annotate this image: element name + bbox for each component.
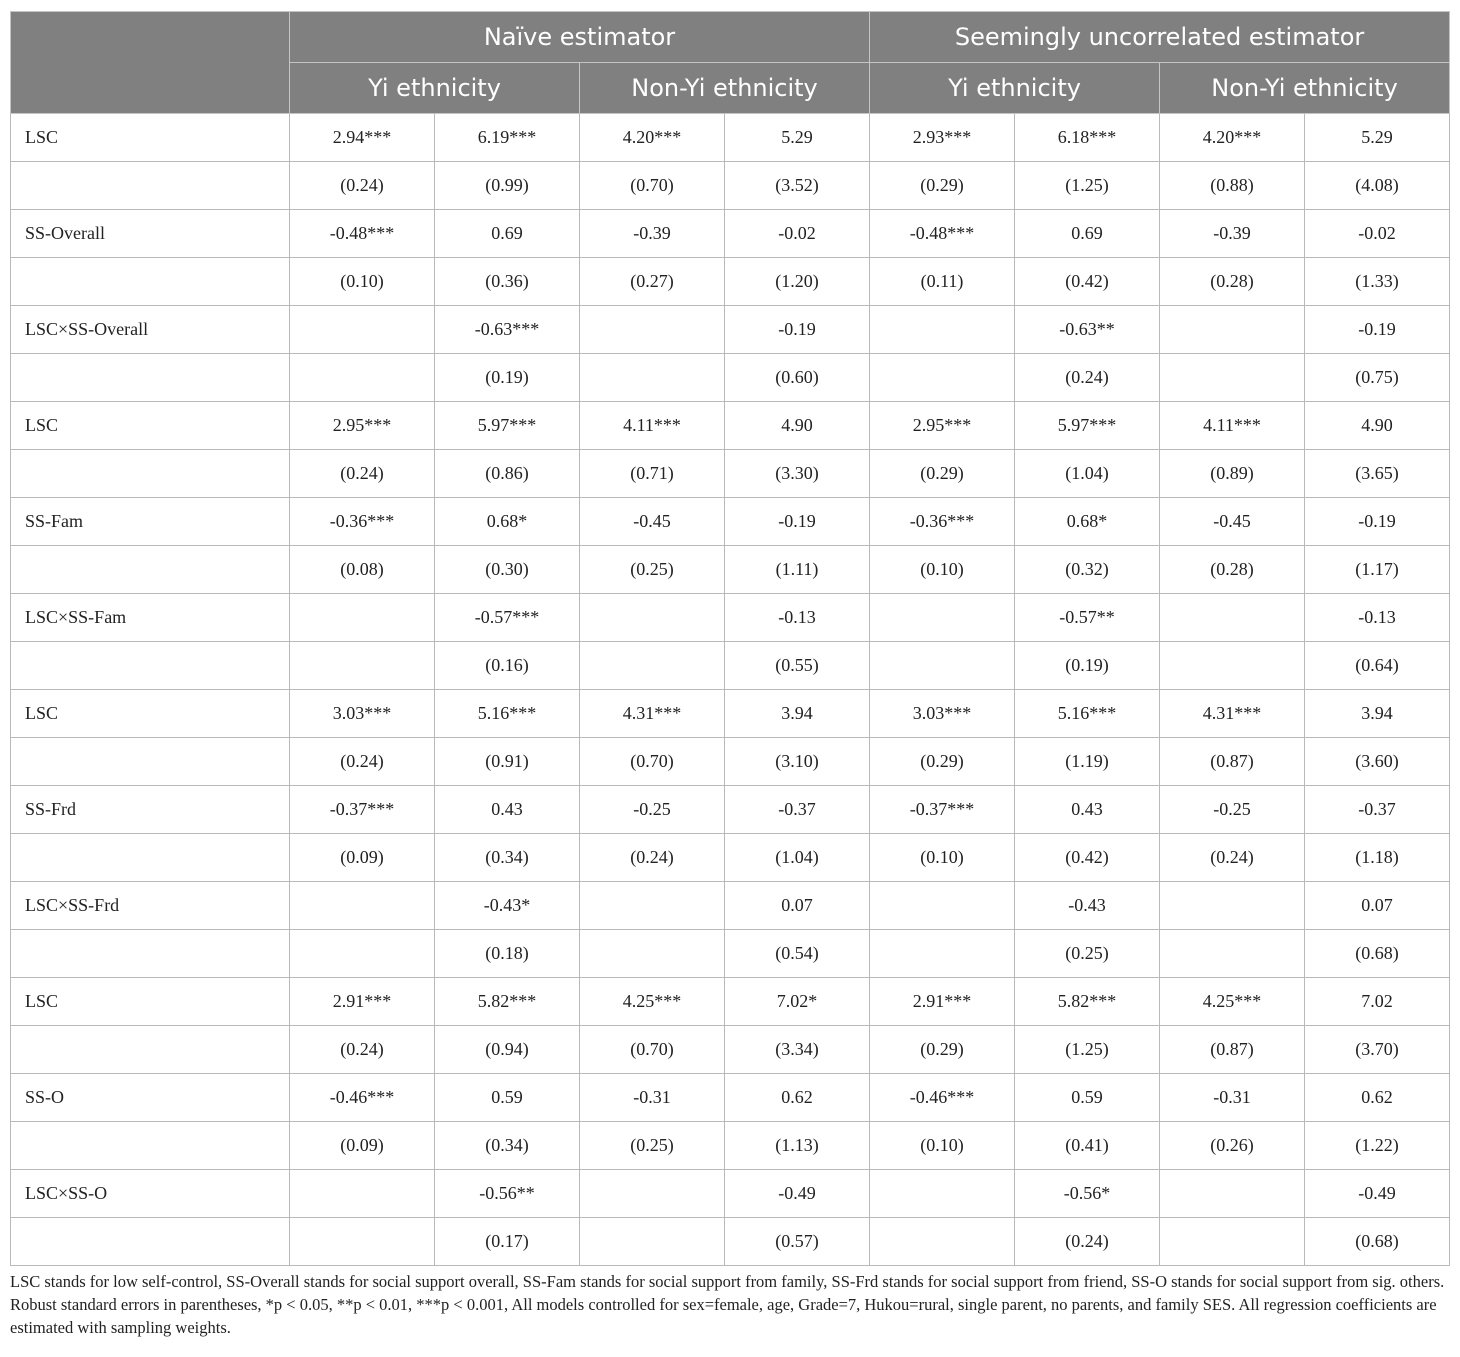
table-row — [11, 498, 1450, 546]
table-cell: 2.93*** — [870, 114, 1015, 162]
table-cell: (0.09) — [290, 1122, 435, 1170]
table-cell: (1.18) — [1305, 834, 1450, 882]
table-cell: (0.60) — [725, 354, 870, 402]
table-cell: (0.42) — [1015, 258, 1160, 306]
table-cell: (0.10) — [870, 834, 1015, 882]
table-cell — [1160, 930, 1305, 978]
table-cell: 4.11*** — [1160, 402, 1305, 450]
header-row-groups — [11, 12, 1450, 63]
table-cell: (0.29) — [870, 1026, 1015, 1074]
table-cell: -0.43 — [1015, 882, 1160, 930]
table-cell — [580, 642, 725, 690]
table-cell: 3.94 — [1305, 690, 1450, 738]
table-cell: (4.08) — [1305, 162, 1450, 210]
table-cell — [870, 642, 1015, 690]
table-cell: (3.52) — [725, 162, 870, 210]
table-cell: -0.31 — [580, 1074, 725, 1122]
table-cell: -0.43* — [435, 882, 580, 930]
table-cell — [290, 642, 435, 690]
table-cell: 3.94 — [725, 690, 870, 738]
table-cell: -0.25 — [1160, 786, 1305, 834]
row-label — [11, 450, 290, 498]
table-cell: (0.10) — [870, 1122, 1015, 1170]
table-cell: (0.25) — [1015, 930, 1160, 978]
row-label: LSC — [11, 690, 290, 738]
table-footnote: LSC stands for low self-control, SS-Overall stands for social support overall, SS-Fam stands for social support from family, SS-Frd stands for social support from friend, SS-O stands for social support from sig. others. Robust standard errors in parentheses, *p < 0.05, **p < 0.01, ***p < 0.001, All models controlled for sex=female, age, Grade=7, Hukou=rural, single parent, no parents, and family SES. All regression coefficients are estimated with sampling weights. — [10, 1272, 1445, 1337]
table-cell: 4.90 — [725, 402, 870, 450]
table-row — [11, 594, 1450, 642]
table-cell: (0.42) — [1015, 834, 1160, 882]
table-cell: (0.54) — [725, 930, 870, 978]
table-cell: (3.70) — [1305, 1026, 1450, 1074]
row-label: SS-Frd — [11, 786, 290, 834]
table-cell — [1160, 1170, 1305, 1218]
table-cell: 4.11*** — [580, 402, 725, 450]
table-cell: (0.34) — [435, 1122, 580, 1170]
table-cell: 0.59 — [1015, 1074, 1160, 1122]
table-cell: (0.57) — [725, 1218, 870, 1266]
table-cell: (0.27) — [580, 258, 725, 306]
table-cell — [1160, 642, 1305, 690]
table-cell: -0.36*** — [290, 498, 435, 546]
table-cell: -0.56* — [1015, 1170, 1160, 1218]
row-label: LSC×SS-O — [11, 1170, 290, 1218]
table-cell — [580, 882, 725, 930]
table-cell: (0.25) — [580, 1122, 725, 1170]
table-cell — [870, 306, 1015, 354]
table-cell: (0.24) — [580, 834, 725, 882]
table-cell: (0.10) — [290, 258, 435, 306]
table-cell: 0.68* — [435, 498, 580, 546]
row-label — [11, 546, 290, 594]
table-cell: (0.29) — [870, 738, 1015, 786]
table-cell: -0.56** — [435, 1170, 580, 1218]
row-label: LSC×SS-Frd — [11, 882, 290, 930]
table-cell: 7.02* — [725, 978, 870, 1026]
table-cell: 0.07 — [1305, 882, 1450, 930]
table-cell: (1.25) — [1015, 1026, 1160, 1074]
row-label: LSC — [11, 402, 290, 450]
header-yi-ethnicity: Yi ethnicity — [290, 63, 580, 114]
row-label — [11, 1218, 290, 1266]
table-cell — [580, 594, 725, 642]
header-non-yi-ethnicity: Non-Yi ethnicity — [580, 63, 870, 114]
table-cell: 4.20*** — [580, 114, 725, 162]
table-cell: (0.91) — [435, 738, 580, 786]
table-cell: (1.17) — [1305, 546, 1450, 594]
table-row — [11, 162, 1450, 210]
table-cell: (0.11) — [870, 258, 1015, 306]
table-cell — [870, 930, 1015, 978]
row-label — [11, 1026, 290, 1074]
table-cell: (0.24) — [290, 162, 435, 210]
table-cell: (0.94) — [435, 1026, 580, 1074]
table-cell: -0.48*** — [290, 210, 435, 258]
header-seemingly-uncorrelated-estimator: Seemingly uncorrelated estimator — [870, 12, 1450, 63]
table-cell: 0.62 — [725, 1074, 870, 1122]
table-cell: -0.63*** — [435, 306, 580, 354]
regression-table — [10, 11, 1450, 1266]
table-cell — [1160, 354, 1305, 402]
regression-table-container — [10, 11, 1449, 1266]
table-row — [11, 1218, 1450, 1266]
table-cell: -0.39 — [580, 210, 725, 258]
table-cell: 6.18*** — [1015, 114, 1160, 162]
table-cell: (0.28) — [1160, 258, 1305, 306]
table-cell: (1.11) — [725, 546, 870, 594]
table-cell: (0.09) — [290, 834, 435, 882]
table-cell: (0.19) — [1015, 642, 1160, 690]
table-cell: (3.60) — [1305, 738, 1450, 786]
table-cell: -0.02 — [725, 210, 870, 258]
table-cell: (0.24) — [1160, 834, 1305, 882]
table-cell: -0.39 — [1160, 210, 1305, 258]
table-cell: (0.19) — [435, 354, 580, 402]
table-cell — [1160, 594, 1305, 642]
row-label — [11, 738, 290, 786]
row-label: LSC — [11, 978, 290, 1026]
row-label: SS-Overall — [11, 210, 290, 258]
table-cell — [1160, 882, 1305, 930]
table-cell: -0.48*** — [870, 210, 1015, 258]
table-cell: (0.75) — [1305, 354, 1450, 402]
table-cell: 5.16*** — [1015, 690, 1160, 738]
table-cell: 4.20*** — [1160, 114, 1305, 162]
row-label — [11, 354, 290, 402]
row-label — [11, 930, 290, 978]
table-row — [11, 210, 1450, 258]
table-cell: -0.37 — [1305, 786, 1450, 834]
table-cell: (0.28) — [1160, 546, 1305, 594]
table-row — [11, 786, 1450, 834]
table-cell: 2.91*** — [870, 978, 1015, 1026]
table-cell: 0.69 — [1015, 210, 1160, 258]
table-cell: (0.17) — [435, 1218, 580, 1266]
table-cell: -0.37 — [725, 786, 870, 834]
table-cell: -0.45 — [580, 498, 725, 546]
table-cell: (0.32) — [1015, 546, 1160, 594]
header-corner — [11, 12, 290, 114]
table-cell: (0.30) — [435, 546, 580, 594]
table-cell: 5.82*** — [1015, 978, 1160, 1026]
table-cell: (0.36) — [435, 258, 580, 306]
table-cell: -0.46*** — [870, 1074, 1015, 1122]
table-cell: (0.70) — [580, 162, 725, 210]
table-cell: (0.71) — [580, 450, 725, 498]
table-row — [11, 834, 1450, 882]
table-cell: 2.94*** — [290, 114, 435, 162]
row-label: LSC×SS-Fam — [11, 594, 290, 642]
table-cell: 7.02 — [1305, 978, 1450, 1026]
table-cell: (0.29) — [870, 162, 1015, 210]
table-cell: (0.70) — [580, 1026, 725, 1074]
table-row — [11, 114, 1450, 162]
table-cell: 6.19*** — [435, 114, 580, 162]
table-cell: 4.90 — [1305, 402, 1450, 450]
table-row — [11, 738, 1450, 786]
table-cell: (0.24) — [1015, 1218, 1160, 1266]
table-row — [11, 1074, 1450, 1122]
table-cell: 3.03*** — [870, 690, 1015, 738]
table-cell: (0.89) — [1160, 450, 1305, 498]
table-cell — [290, 1170, 435, 1218]
table-cell: 2.95*** — [870, 402, 1015, 450]
table-cell: (0.24) — [1015, 354, 1160, 402]
table-cell: (1.04) — [1015, 450, 1160, 498]
table-cell: (0.41) — [1015, 1122, 1160, 1170]
table-cell: (0.68) — [1305, 1218, 1450, 1266]
table-cell: (0.25) — [580, 546, 725, 594]
table-cell: (3.65) — [1305, 450, 1450, 498]
table-cell: -0.31 — [1160, 1074, 1305, 1122]
table-cell: -0.19 — [725, 306, 870, 354]
table-cell: -0.63** — [1015, 306, 1160, 354]
table-row — [11, 930, 1450, 978]
table-cell: (1.33) — [1305, 258, 1450, 306]
row-label — [11, 642, 290, 690]
table-cell: 0.69 — [435, 210, 580, 258]
table-cell: (1.04) — [725, 834, 870, 882]
row-label: SS-O — [11, 1074, 290, 1122]
table-cell: -0.49 — [725, 1170, 870, 1218]
table-cell: 2.91*** — [290, 978, 435, 1026]
table-cell — [1160, 306, 1305, 354]
table-row — [11, 978, 1450, 1026]
table-cell: -0.46*** — [290, 1074, 435, 1122]
table-cell: -0.13 — [725, 594, 870, 642]
table-row — [11, 354, 1450, 402]
table-cell: -0.19 — [1305, 306, 1450, 354]
table-cell: -0.13 — [1305, 594, 1450, 642]
table-cell: (0.24) — [290, 1026, 435, 1074]
table-cell: -0.25 — [580, 786, 725, 834]
table-cell: (0.99) — [435, 162, 580, 210]
row-label: LSC — [11, 114, 290, 162]
table-cell: 3.03*** — [290, 690, 435, 738]
table-cell — [290, 1218, 435, 1266]
table-cell — [290, 306, 435, 354]
table-cell: (3.30) — [725, 450, 870, 498]
table-row — [11, 402, 1450, 450]
header-yi-ethnicity: Yi ethnicity — [870, 63, 1160, 114]
table-cell: (1.19) — [1015, 738, 1160, 786]
table-cell — [580, 354, 725, 402]
table-row — [11, 258, 1450, 306]
table-cell: -0.37*** — [870, 786, 1015, 834]
table-row — [11, 450, 1450, 498]
table-cell: 2.95*** — [290, 402, 435, 450]
table-cell: (1.20) — [725, 258, 870, 306]
table-row — [11, 1122, 1450, 1170]
table-cell: 4.25*** — [1160, 978, 1305, 1026]
table-cell: 5.82*** — [435, 978, 580, 1026]
table-cell — [1160, 1218, 1305, 1266]
row-label: LSC×SS-Overall — [11, 306, 290, 354]
table-cell: 5.29 — [1305, 114, 1450, 162]
table-cell: (0.24) — [290, 450, 435, 498]
table-cell: (0.70) — [580, 738, 725, 786]
table-cell: (0.29) — [870, 450, 1015, 498]
table-cell: (3.10) — [725, 738, 870, 786]
table-cell: 5.29 — [725, 114, 870, 162]
table-cell — [290, 882, 435, 930]
table-cell: 4.31*** — [580, 690, 725, 738]
table-cell: (0.18) — [435, 930, 580, 978]
table-cell — [290, 354, 435, 402]
table-cell: -0.57** — [1015, 594, 1160, 642]
row-label — [11, 258, 290, 306]
table-cell: 0.68* — [1015, 498, 1160, 546]
table-cell: (0.68) — [1305, 930, 1450, 978]
table-cell: 4.25*** — [580, 978, 725, 1026]
table-cell — [870, 1218, 1015, 1266]
table-cell — [580, 930, 725, 978]
table-cell: (0.55) — [725, 642, 870, 690]
table-cell — [290, 594, 435, 642]
table-header — [11, 12, 1450, 114]
table-cell: (1.22) — [1305, 1122, 1450, 1170]
table-cell: (0.08) — [290, 546, 435, 594]
header-naive-estimator: Naïve estimator — [290, 12, 870, 63]
table-cell: (0.87) — [1160, 738, 1305, 786]
table-cell: -0.57*** — [435, 594, 580, 642]
row-label — [11, 1122, 290, 1170]
table-cell — [870, 882, 1015, 930]
row-label — [11, 834, 290, 882]
header-non-yi-ethnicity: Non-Yi ethnicity — [1160, 63, 1450, 114]
table-cell: -0.19 — [725, 498, 870, 546]
row-label — [11, 162, 290, 210]
table-cell — [580, 1218, 725, 1266]
table-cell — [290, 930, 435, 978]
table-cell: (0.64) — [1305, 642, 1450, 690]
table-cell: (0.88) — [1160, 162, 1305, 210]
table-body — [11, 114, 1450, 1266]
table-cell: 0.07 — [725, 882, 870, 930]
table-cell: -0.49 — [1305, 1170, 1450, 1218]
table-cell: (0.10) — [870, 546, 1015, 594]
table-cell: 5.97*** — [435, 402, 580, 450]
table-cell: (0.26) — [1160, 1122, 1305, 1170]
table-cell: 5.97*** — [1015, 402, 1160, 450]
table-row — [11, 690, 1450, 738]
table-cell: -0.45 — [1160, 498, 1305, 546]
table-cell: -0.19 — [1305, 498, 1450, 546]
table-cell: (0.87) — [1160, 1026, 1305, 1074]
table-cell: 5.16*** — [435, 690, 580, 738]
table-cell — [870, 594, 1015, 642]
table-cell: 0.59 — [435, 1074, 580, 1122]
table-row — [11, 1026, 1450, 1074]
table-cell: -0.36*** — [870, 498, 1015, 546]
table-cell: 4.31*** — [1160, 690, 1305, 738]
table-row — [11, 642, 1450, 690]
table-row — [11, 546, 1450, 594]
table-cell: (0.34) — [435, 834, 580, 882]
table-cell: 0.43 — [435, 786, 580, 834]
table-cell: 0.43 — [1015, 786, 1160, 834]
table-cell — [580, 306, 725, 354]
table-cell: (1.13) — [725, 1122, 870, 1170]
row-label: SS-Fam — [11, 498, 290, 546]
table-cell: (0.86) — [435, 450, 580, 498]
table-cell: 0.62 — [1305, 1074, 1450, 1122]
table-cell: -0.02 — [1305, 210, 1450, 258]
table-cell: (1.25) — [1015, 162, 1160, 210]
table-cell — [580, 1170, 725, 1218]
table-cell — [870, 354, 1015, 402]
table-cell — [870, 1170, 1015, 1218]
table-cell: (0.24) — [290, 738, 435, 786]
table-cell: (0.16) — [435, 642, 580, 690]
table-cell: -0.37*** — [290, 786, 435, 834]
table-row — [11, 882, 1450, 930]
table-row — [11, 1170, 1450, 1218]
table-row — [11, 306, 1450, 354]
table-cell: (3.34) — [725, 1026, 870, 1074]
